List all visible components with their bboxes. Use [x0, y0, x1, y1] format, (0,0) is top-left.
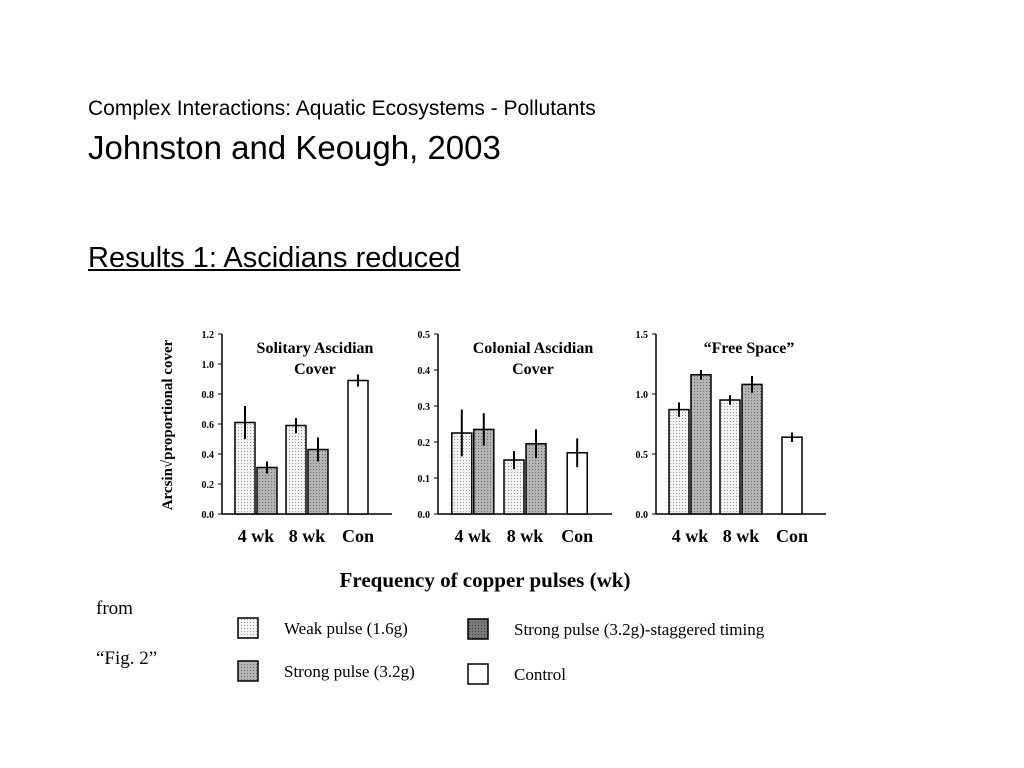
- x-tick-label: Con: [341, 526, 375, 546]
- y-axis-label: Arcsin√proportional cover: [160, 339, 176, 511]
- legend-item-strong_staggered: [468, 619, 765, 639]
- y-tick-label: 0.5: [635, 450, 648, 461]
- legend-item-control: [468, 664, 566, 684]
- chart-panel-3: [636, 330, 827, 546]
- panel-title-line: “Free Space”: [703, 340, 795, 357]
- y-tick-label: 0.1: [417, 474, 430, 485]
- y-tick-label: 0.5: [417, 330, 430, 341]
- legend-label: Strong pulse (3.2g): [284, 662, 415, 681]
- legend-swatch: [238, 618, 258, 638]
- slide-subtitle: Complex Interactions: Aquatic Ecosystems - Pollutants: [88, 97, 596, 120]
- bar: [257, 468, 277, 515]
- section-heading: Results 1: Ascidians reduced: [88, 242, 461, 274]
- y-tick-label: 1.5: [635, 330, 648, 341]
- legend-swatch: [238, 661, 258, 681]
- legend-label: Weak pulse (1.6g): [284, 619, 408, 638]
- x-tick-label: 4 wk: [454, 526, 492, 546]
- x-tick-label: Con: [775, 526, 809, 546]
- y-tick-label: 0.0: [201, 510, 214, 521]
- panel-title-line: Cover: [294, 361, 336, 378]
- x-tick-label: 8 wk: [722, 526, 760, 546]
- legend-swatch: [468, 664, 488, 684]
- y-tick-label: 0.6: [201, 420, 214, 431]
- legend-item-strong: [238, 661, 415, 681]
- bar: [782, 437, 802, 514]
- x-tick-label: 8 wk: [506, 526, 544, 546]
- x-tick-label: 4 wk: [237, 526, 275, 546]
- bar: [720, 400, 740, 514]
- x-tick-label: 4 wk: [671, 526, 709, 546]
- bar: [286, 426, 306, 515]
- chart-panel-2: [418, 330, 613, 546]
- x-axis-label: Frequency of copper pulses (wk): [339, 568, 631, 592]
- bar: [742, 384, 762, 514]
- slide-title: Johnston and Keough, 2003: [88, 129, 501, 166]
- legend-item-weak: [238, 618, 408, 638]
- source-figure-ref: “Fig. 2”: [96, 648, 158, 669]
- y-tick-label: 1.0: [635, 390, 648, 401]
- bar: [669, 410, 689, 514]
- y-tick-label: 0.8: [201, 390, 214, 401]
- bar: [691, 375, 711, 514]
- panel-title-line: Cover: [512, 361, 554, 378]
- legend-label: Strong pulse (3.2g)-staggered timing: [514, 620, 765, 639]
- x-tick-label: Con: [561, 526, 594, 546]
- y-tick-label: 0.2: [201, 480, 214, 491]
- chart-panel-1: [202, 330, 393, 546]
- x-tick-label: 8 wk: [288, 526, 326, 546]
- y-tick-label: 0.4: [417, 366, 430, 377]
- y-tick-label: 1.2: [201, 330, 214, 341]
- legend-label: Control: [514, 665, 566, 684]
- y-tick-label: 0.2: [417, 438, 430, 449]
- panel-title-line: Colonial Ascidian: [472, 340, 594, 357]
- legend-swatch: [468, 619, 488, 639]
- source-from: from: [96, 598, 133, 619]
- panel-title-line: Solitary Ascidian: [256, 340, 374, 357]
- y-tick-label: 1.0: [201, 360, 214, 371]
- y-tick-label: 0.4: [201, 450, 214, 461]
- bar: [348, 381, 368, 515]
- y-tick-label: 0.0: [417, 510, 430, 521]
- y-tick-label: 0.3: [417, 402, 430, 413]
- y-tick-label: 0.0: [635, 510, 648, 521]
